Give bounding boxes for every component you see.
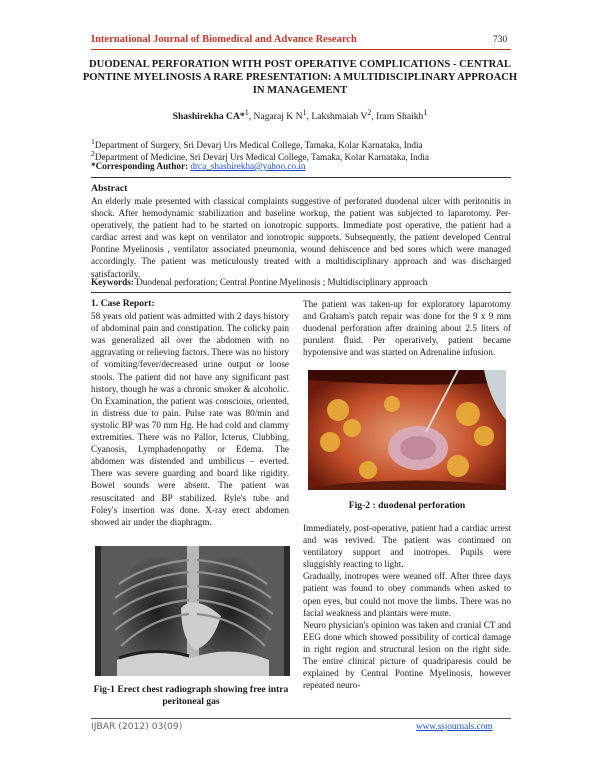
affiliation-2-sup: 2	[91, 149, 95, 158]
paragraph-weaning: Gradually, inotropes were weaned off. After three days patient was found to obey commands when asked to open eyes, but could not move the limbs. There was no facial weakness and plantars were mute.	[303, 571, 511, 618]
author-third-sup: 2	[367, 108, 372, 117]
abstract-body: An elderly male presented with classical complaints suggestive of perforated duodenal ulcer with peritonitis in shock. After hemodynamic stabilization and baseline workup, the patient was subjected to laparotomy. Per-operatively, the patient had to be started on ionotropic supports. Immediate post operative, the patient had a cardiac arrest and was kept on ventilator and ionotropic supports. Subsequently, the patient developed Central Pontine Myelinosis , ventilator associated pneumonia, wound dehiscence and bed sores which were managed accordingly. The patient was meticulously treated with a multidisciplinary approach and was discharged satisfactorily.	[91, 196, 511, 279]
case-report-right-column	[303, 298, 511, 358]
section-divider-top	[91, 177, 511, 178]
header-divider	[91, 49, 511, 50]
case-report-heading: 1. Case Report:	[91, 298, 155, 309]
author-fourth-sup: 1	[423, 108, 428, 117]
page-number: 730	[493, 35, 508, 45]
author-fourth: , Iram Shaikh	[371, 111, 424, 123]
paragraph-neuro: Neuro physician's opinion was taken and cranial CT and EEG done which showed possibility of cortical damage in right region and structural lesion on the right side. The entire clinical picture of quadriparesis could be explained by Central Pontine Myelinosis, however repeated neuro-	[303, 619, 511, 691]
surgical-photo	[308, 370, 506, 490]
figure-1-caption: Fig-1 Erect chest radiograph showing free intra peritoneal gas	[93, 684, 289, 707]
affiliation-2-text: Department of Medicine, Sri Devarj Urs Medical College, Tamaka, Kolar Karnataka, India	[94, 152, 429, 163]
case-report-left-text: 58 years old patient was admitted with 2 days history of abdominal pain and constipation. The colicky pain was generalized all over the abdomen with no aggravating or relieving factors. There was no history of vomiting/fever/decreased urine output or loose stools. The patient did not have any significant past history, though he was a chronic smoker & alcoholic. On Examination, the patient was conscious, oriented, in distress due to pain. Pulse rate was 80/min and systolic BP was 70 mm Hg. He had cold and clammy extremities. There was no Pallor, Icterus, Clubbing, Cyanosis, Lymphadenopathy or Edema. The abdomen was distended and umbilicus – everted. There was severe guarding and board like rigidity. Bowel sounds were absent. The patient was resuscitated and BP stabilized. Ryle's tube and Foley's insertion was done. X-ray erect abdomen showed air under the diaphragm.	[91, 311, 289, 527]
author-second: , Nagaraj K N	[248, 111, 303, 123]
author-second-sup: 1	[302, 108, 307, 117]
chest-xray-image	[95, 546, 290, 676]
corresponding-label: *Corresponding Author:	[91, 161, 189, 171]
article-title: DUODENAL PERFORATION WITH POST OPERATIVE COMPLICATIONS - CENTRAL PONTINE MYELINOSIS A RARE PRESENTATION: A MULTIDISCIPLINARY APPROACH IN MANAGEMENT	[82, 59, 518, 96]
keywords-text: Duodenal perforation; Central Pontine Myelinosis ; Multidisciplinary approach	[136, 277, 428, 287]
footer-website-link[interactable]: www.ssjournals.com	[416, 721, 493, 731]
chest-xray-figure	[95, 546, 290, 676]
affiliation-1-sup: 1	[91, 137, 95, 146]
author-first-sup: 1	[244, 108, 249, 117]
case-report-left-column	[91, 298, 289, 528]
keywords	[91, 277, 511, 287]
running-header	[91, 32, 511, 50]
footer-divider	[91, 718, 511, 719]
corresponding-email-link[interactable]: drca_shashirekha@yahoo.co.in	[190, 161, 306, 171]
author-first: Shashirekha CA*	[172, 111, 245, 123]
section-divider-bottom	[91, 292, 511, 293]
abstract-heading: Abstract	[91, 183, 128, 194]
journal-name: International Journal of Biomedical and Advance Research	[91, 34, 357, 45]
case-report-right-text: The patient was taken-up for exploratory laparotomy and Graham's patch repair was done for the 9 x 9 mm duodenal perforation after draining about 2.5 liters of purulent fluid. Per operatively, patient became hypotensive and was started on Adrenaline infusion.	[303, 299, 511, 358]
author-third: , Lakshmaiah V	[306, 111, 368, 123]
duodenal-perforation-figure	[308, 370, 506, 490]
case-report-right-column-continued	[303, 522, 511, 691]
figure-2-caption: Fig-2 : duodenal perforation	[348, 500, 466, 511]
affiliation-1-text: Department of Surgery, Sri Devarj Urs Medical College, Tamaka, Kolar Karnataka, India	[94, 140, 423, 151]
keywords-label: Keywords:	[91, 277, 134, 287]
paragraph-postop: Immediately, post-operative, patient had a cardiac arrest and was revived. The patient was continued on ventilatory support and inotropes. Pupils were sluggishly reacting to light.	[303, 523, 511, 570]
footer-citation: IJBAR (2012) 03(09)	[91, 721, 183, 732]
corresponding-author	[91, 161, 305, 171]
author-list	[80, 108, 520, 122]
